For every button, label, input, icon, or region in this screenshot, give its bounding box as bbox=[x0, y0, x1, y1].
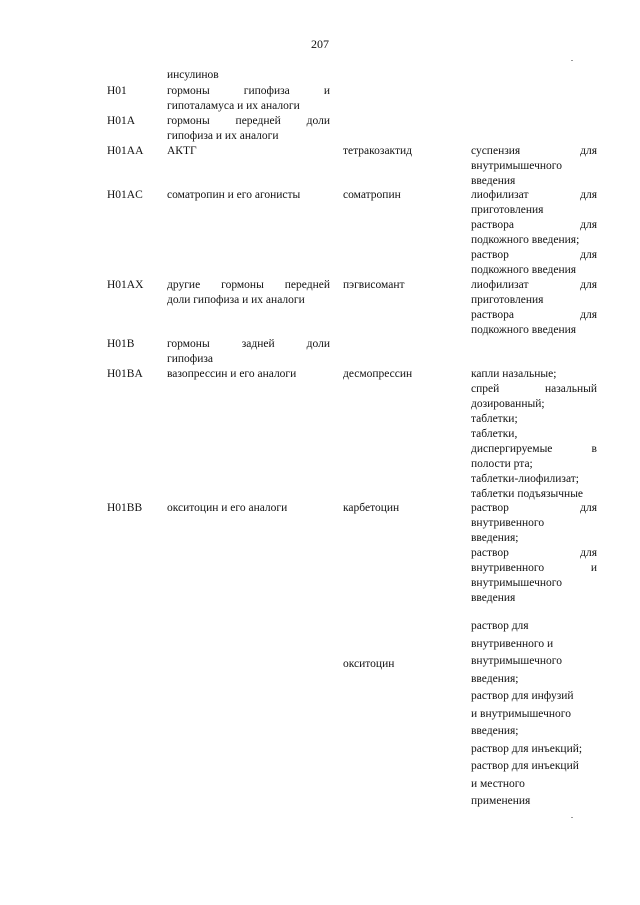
dosage-form-cell-h01aa bbox=[471, 144, 597, 189]
form-line: спрей назальный bbox=[471, 383, 597, 395]
form-line: раствор для bbox=[471, 249, 597, 261]
form-line: внутривенного и bbox=[471, 562, 597, 574]
form-line: введения bbox=[471, 175, 516, 187]
dosage-form-cell-h01ba bbox=[471, 367, 597, 502]
name-cell-h01a bbox=[167, 114, 330, 144]
atc-code-h01b: H01B bbox=[107, 338, 135, 350]
form-line: введения; bbox=[471, 672, 519, 685]
form-line: введения; bbox=[471, 725, 519, 737]
form-line: внутривенного bbox=[471, 517, 545, 529]
name-cell-h01ac bbox=[167, 188, 330, 203]
name-cell-h01 bbox=[167, 84, 330, 114]
atc-code-h01ac: H01AC bbox=[107, 189, 143, 201]
name-line: АКТГ bbox=[167, 145, 197, 157]
substance-carbetocin: карбетоцин bbox=[343, 502, 400, 514]
form-line: и местного bbox=[471, 777, 525, 790]
name-cell-h01ax bbox=[167, 278, 330, 308]
form-line: диспергируемые в bbox=[471, 443, 597, 455]
form-line: таблетки-лиофилизат; bbox=[471, 473, 579, 485]
form-line: капли назальные; bbox=[471, 368, 557, 380]
form-line: раствор для инфузий bbox=[471, 690, 574, 702]
page-number: 207 bbox=[311, 37, 329, 51]
form-line: подкожного введения bbox=[471, 324, 577, 336]
dosage-form-cell-h01ac bbox=[471, 188, 597, 278]
form-line: полости рта; bbox=[471, 458, 533, 470]
form-line: суспензия для bbox=[471, 145, 597, 157]
form-line: приготовления bbox=[471, 204, 544, 216]
form-line: внутримышечного bbox=[471, 160, 562, 172]
form-line: подкожного введения bbox=[471, 264, 577, 276]
form-line: раствора для bbox=[471, 219, 597, 231]
form-line: внутримышечного bbox=[471, 655, 562, 667]
name-cell-h01bb bbox=[167, 501, 330, 516]
form-line: раствор для инъекций bbox=[471, 760, 579, 772]
name-line: гипоталамуса и их аналоги bbox=[167, 100, 300, 112]
atc-code-h01a: H01A bbox=[107, 115, 136, 127]
atc-code-h01ba: H01BA bbox=[107, 368, 143, 380]
form-line: дозированный; bbox=[471, 398, 545, 410]
scan-speck bbox=[571, 60, 573, 61]
name-line: гормоны гипофиза и bbox=[167, 85, 330, 97]
form-line: раствор для bbox=[471, 620, 529, 632]
form-line: внутримышечного bbox=[471, 577, 562, 589]
name-line: гормоны задней доли bbox=[167, 338, 330, 350]
atc-code-h01: H01 bbox=[107, 85, 127, 97]
name-line: окситоцин и его аналоги bbox=[167, 502, 288, 514]
form-line: таблетки, bbox=[471, 428, 518, 440]
form-line: раствор для bbox=[471, 502, 597, 514]
name-cell-h01aa bbox=[167, 144, 330, 159]
form-line: раствор для bbox=[471, 547, 597, 559]
name-line: гипофиза bbox=[167, 353, 214, 365]
name-cell-continuation bbox=[167, 68, 330, 83]
name-line: инсулинов bbox=[167, 69, 219, 81]
name-cell-h01ba bbox=[167, 367, 330, 382]
form-line: введения; bbox=[471, 532, 519, 544]
substance-tetracosactide: тетракозактид bbox=[343, 145, 413, 157]
form-line: подкожного введения; bbox=[471, 234, 580, 246]
substance-desmopressin: десмопрессин bbox=[343, 368, 413, 380]
form-line: приготовления bbox=[471, 294, 544, 306]
name-line: доли гипофиза и их аналоги bbox=[167, 294, 305, 306]
form-line: лиофилизат для bbox=[471, 189, 597, 201]
form-line: раствора для bbox=[471, 309, 597, 321]
form-line: применения bbox=[471, 795, 531, 807]
atc-code-h01aa: H01AA bbox=[107, 145, 144, 157]
atc-code-h01ax: H01AX bbox=[107, 279, 144, 291]
form-line: и внутримышечного bbox=[471, 707, 571, 720]
name-line: вазопрессин и его аналоги bbox=[167, 368, 297, 380]
scan-speck bbox=[571, 817, 573, 818]
substance-oxytocin: окситоцин bbox=[343, 658, 395, 670]
form-line: лиофилизат для bbox=[471, 279, 597, 291]
name-cell-h01b bbox=[167, 337, 330, 367]
name-line: другие гормоны передней bbox=[167, 279, 330, 291]
form-line: таблетки; bbox=[471, 413, 518, 425]
dosage-form-cell-carbetocin bbox=[471, 501, 597, 606]
form-line: раствор для инъекций; bbox=[471, 742, 583, 755]
substance-pegvisomant: пэгвисомант bbox=[343, 279, 405, 291]
atc-code-h01bb: H01BB bbox=[107, 502, 143, 514]
name-line: гипофиза и их аналоги bbox=[167, 130, 279, 142]
name-line: гормоны передней доли bbox=[167, 115, 330, 127]
form-line: внутривенного и bbox=[471, 637, 554, 650]
form-line: таблетки подъязычные bbox=[471, 488, 584, 500]
form-line: введения bbox=[471, 592, 516, 604]
substance-somatropin: соматропин bbox=[343, 189, 401, 201]
dosage-form-cell-h01ax bbox=[471, 278, 597, 338]
dosage-form-cell-oxytocin bbox=[471, 618, 597, 811]
name-line: соматропин и его агонисты bbox=[167, 189, 301, 201]
